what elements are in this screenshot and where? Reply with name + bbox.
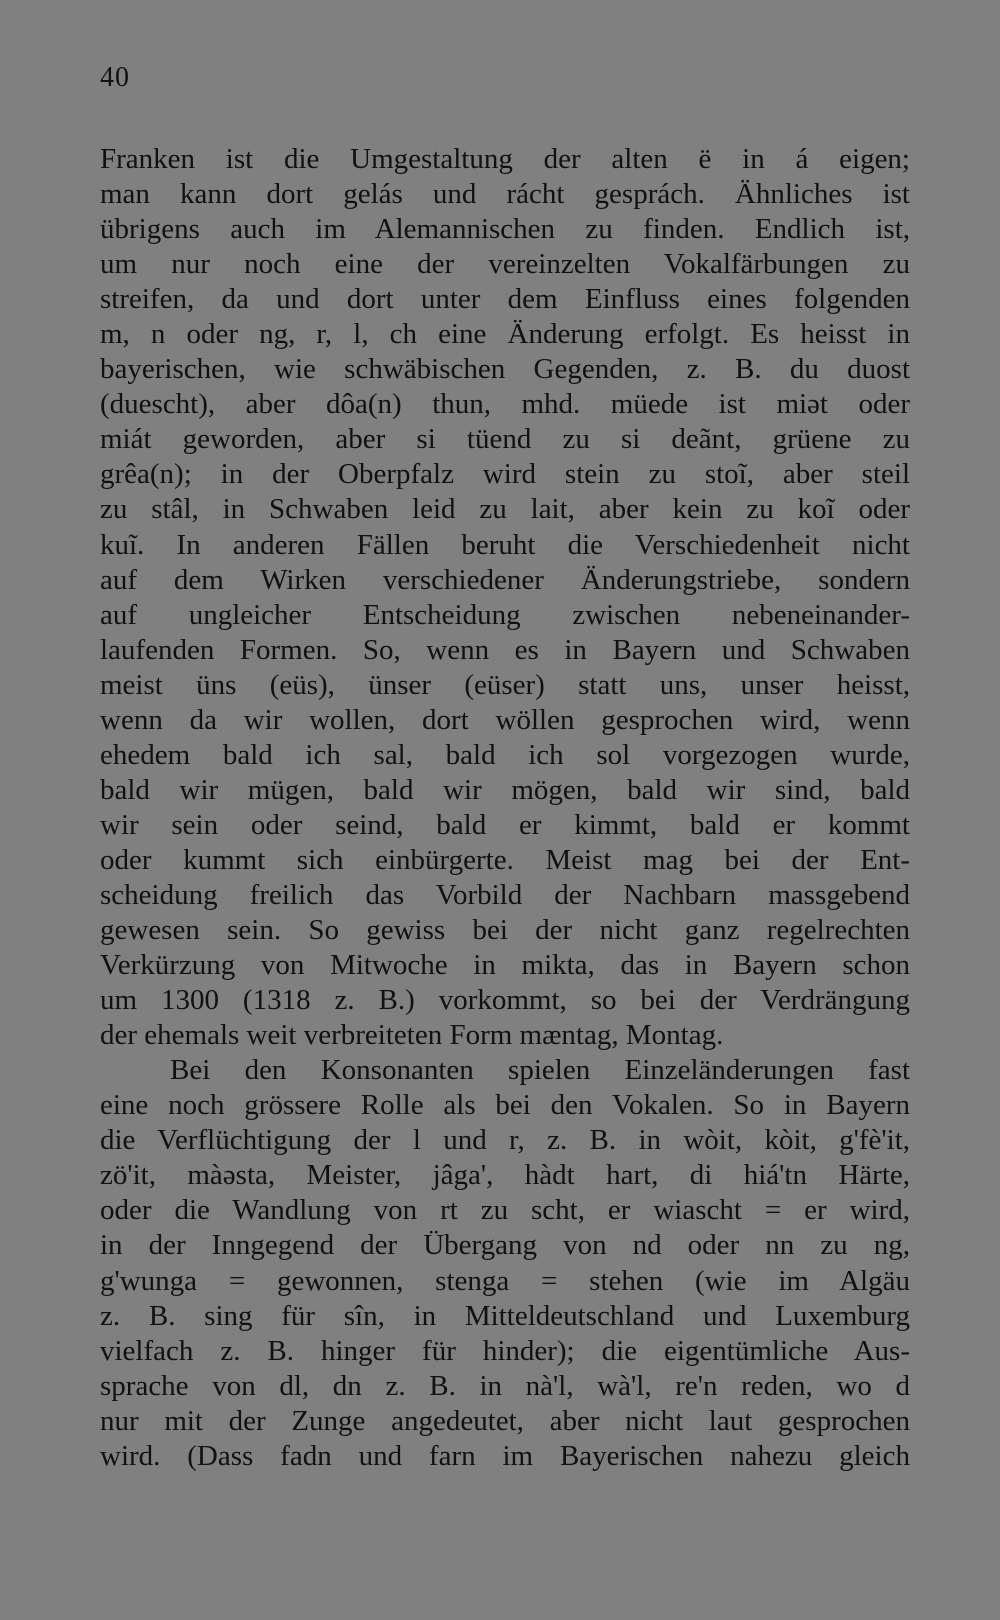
text-line: vielfach z. B. hinger für hinder); die eigentümliche Aus- — [100, 1334, 910, 1367]
text-line: bald wir mügen, bald wir mögen, bald wir sind, bald — [100, 773, 910, 806]
text-line: eine noch grössere Rolle als bei den Vokalen. So in Bayern — [100, 1089, 910, 1122]
text-line: nur mit der Zunge angedeutet, aber nicht laut gesprochen — [100, 1404, 910, 1437]
text-line: übrigens auch im Alemannischen zu finden. Endlich ist, — [100, 213, 910, 246]
text-line: um 1300 (1318 z. B.) vorkommt, so bei der Verdrängung — [100, 984, 910, 1017]
body-text — [100, 142, 910, 1474]
text-line: m, n oder ng, r, l, ch eine Änderung erfolgt. Es heisst in — [100, 318, 910, 351]
text-line: zu stâl, in Schwaben leid zu lait, aber kein zu koĩ oder — [100, 493, 910, 526]
text-line: oder die Wandlung von rt zu scht, er wiascht = er wird, — [100, 1194, 910, 1227]
text-line: (duescht), aber dôa(n) thun, mhd. müede ist miət oder — [100, 388, 910, 421]
text-line: laufenden Formen. So, wenn es in Bayern und Schwaben — [100, 633, 910, 666]
text-line: streifen, da und dort unter dem Einfluss eines folgenden — [100, 283, 910, 316]
text-line: grêa(n); in der Oberpfalz wird stein zu stoĩ, aber steil — [100, 458, 910, 491]
text-line: zö'it, màəsta, Meister, jâga', hàdt hart, di hiá'tn Härte, — [100, 1159, 910, 1192]
text-line: der ehemals weit verbreiteten Form mæntag, Montag. — [100, 1019, 724, 1052]
text-line: miát geworden, aber si tüend zu si deãnt, grüene zu — [100, 423, 910, 456]
text-line: z. B. sing für sîn, in Mitteldeutschland und Luxemburg — [100, 1299, 910, 1332]
page-number: 40 — [100, 62, 130, 93]
text-line: in der Inngegend der Übergang von nd oder nn zu ng, — [100, 1229, 910, 1262]
text-line: wird. (Dass fadn und farn im Bayerischen nahezu gleich — [100, 1439, 910, 1472]
text-line: Verkürzung von Mitwoche in mikta, das in Bayern schon — [100, 949, 910, 982]
text-line: sprache von dl, dn z. B. in nà'l, wà'l, re'n reden, wo d — [100, 1369, 910, 1402]
text-line: Franken ist die Umgestaltung der alten ë in á eigen; — [100, 143, 910, 175]
text-line: auf ungleicher Entscheidung zwischen nebeneinander- — [100, 598, 910, 631]
text-line: ehedem bald ich sal, bald ich sol vorgezogen wurde, — [100, 738, 910, 771]
text-line: bayerischen, wie schwäbischen Gegenden, z. B. du duost — [100, 353, 910, 386]
text-line: wenn da wir wollen, dort wöllen gesprochen wird, wenn — [100, 703, 910, 736]
text-line: scheidung freilich das Vorbild der Nachbarn massgebend — [100, 878, 910, 911]
text-line: meist üns (eüs), ünser (eüser) statt uns, unser heisst, — [100, 668, 910, 701]
text-line: Bei den Konsonanten spielen Einzeländerungen fast — [170, 1054, 910, 1087]
text-line: um nur noch eine der vereinzelten Vokalfärbungen zu — [100, 248, 910, 281]
text-line: auf dem Wirken verschiedener Änderungstriebe, sondern — [100, 563, 910, 596]
text-line: die Verflüchtigung der l und r, z. B. in wòit, kòit, g'fè'it, — [100, 1124, 910, 1157]
text-line: g'wunga = gewonnen, stenga = stehen (wie im Algäu — [100, 1264, 910, 1297]
text-line: kuĩ. In anderen Fällen beruht die Verschiedenheit nicht — [100, 528, 910, 561]
text-line: man kann dort gelás und rácht gesprách. Ähnliches ist — [100, 178, 910, 211]
text-line: oder kummt sich einbürgerte. Meist mag bei der Ent- — [100, 843, 910, 876]
text-line: wir sein oder seind, bald er kimmt, bald er kommt — [100, 808, 910, 841]
text-line: gewesen sein. So gewiss bei der nicht ganz regelrechten — [100, 914, 910, 947]
